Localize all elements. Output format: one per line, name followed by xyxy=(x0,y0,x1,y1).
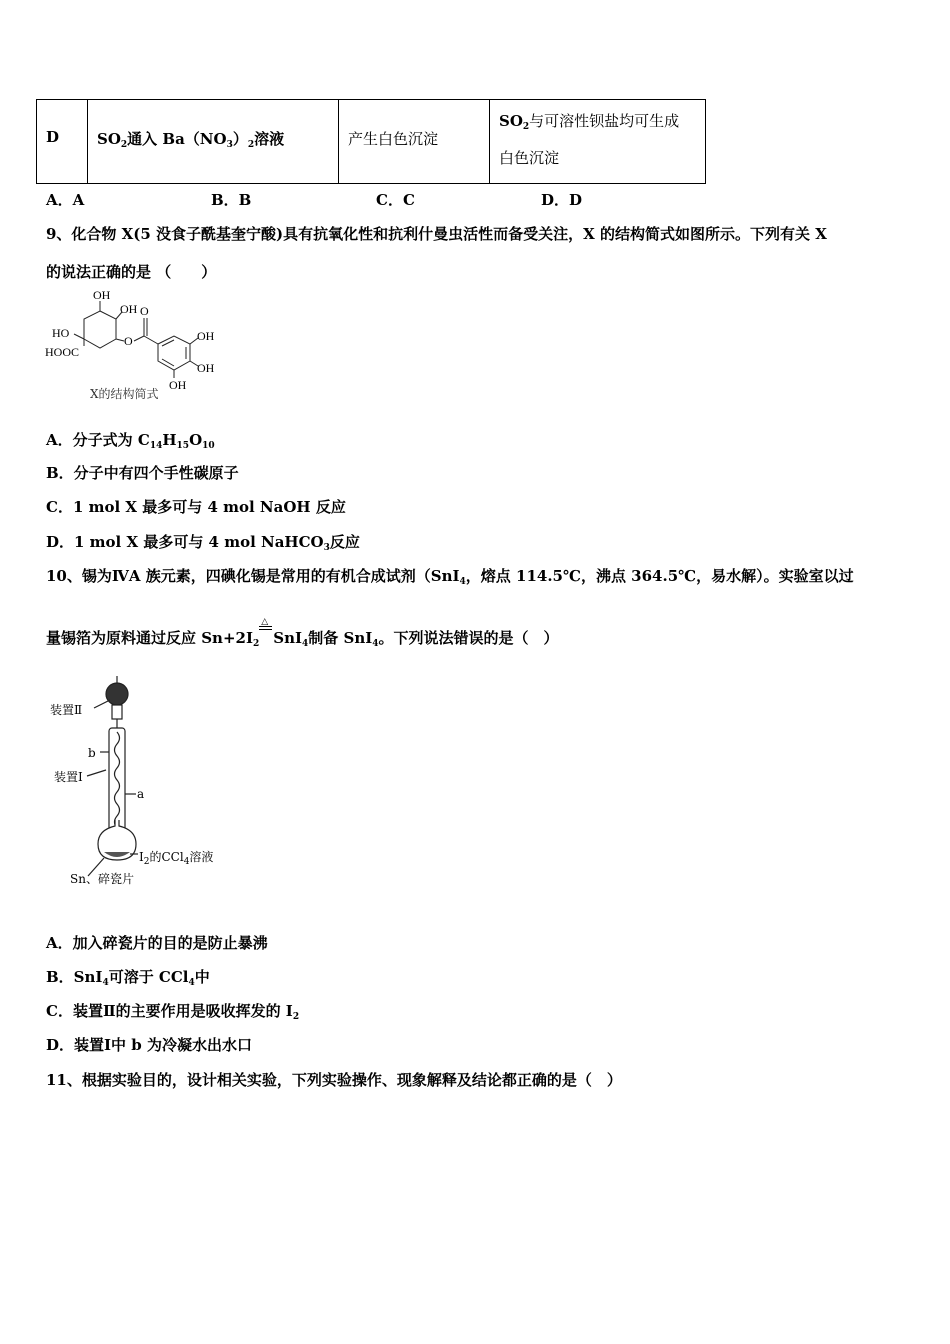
op-sub-3: 2 xyxy=(247,140,255,150)
label-ho: HO xyxy=(52,326,70,340)
q8-option-a: A．A xyxy=(46,191,85,209)
label-device-1: 装置Ⅰ xyxy=(54,770,83,784)
table-cell-letter: D xyxy=(46,128,60,146)
q10-option-a: A．加入碎瓷片的目的是防止暴沸 xyxy=(46,934,268,952)
structure-figure xyxy=(40,286,230,404)
label-ester-o: O xyxy=(124,334,133,348)
conclusion-so: SO xyxy=(499,112,523,130)
drying-bulb xyxy=(106,683,128,705)
label-a: a xyxy=(137,787,145,801)
op-text-2: 通入 Ba（NO xyxy=(127,130,227,148)
table-cell-operation xyxy=(87,100,338,183)
figure-caption: X的结构简式 xyxy=(90,387,159,401)
op-sub-2: 3 xyxy=(226,140,233,150)
q8-option-d: D．D xyxy=(541,191,583,209)
label-oh-benzene-3: OH xyxy=(169,378,187,392)
q11-stem: 11、根据实验目的，设计相关实验，下列实验操作、现象解释及结论都正确的是（ ） xyxy=(46,1071,622,1089)
q10-option-b: B．SnI$_4$可溶于 CCl$_4$中 xyxy=(46,968,210,988)
q9-stem-line-2: 的说法正确的是 （ ） xyxy=(46,263,217,281)
q9-stem-line-1: 9、化合物 X(5 没食子酰基奎宁酸)具有抗氧化性和抗利什曼虫活性而备受关注，X 的结构简式如图所示。下列有关 X xyxy=(46,225,827,243)
reaction-arrow xyxy=(259,617,273,647)
q8-option-c: C．C xyxy=(376,191,415,209)
op-text-1: SO xyxy=(97,130,121,148)
q9-option-a: A．分子式为 $C_{14}H_{15}O_{10}$ xyxy=(46,431,215,451)
q9-option-b: B．分子中有四个手性碳原子 xyxy=(46,464,239,482)
op-text-3: ） xyxy=(232,130,248,148)
q10-stem-line-1: 10、锡为ⅣA 族元素，四碘化锡是常用的有机合成试剂（SnI$_4$，熔点 114.5℃，沸点 364.5℃，易水解）。实验室以过 xyxy=(46,567,854,587)
delta-symbol: △ xyxy=(261,617,269,627)
q10-option-d: D．装置Ⅰ中 b 为冷凝水出水口 xyxy=(46,1036,252,1054)
q10-option-c: C．装置Ⅱ的主要作用是吸收挥发的 $I_2$ xyxy=(46,1002,300,1022)
conclusion-line-1: 与可溶性钡盐均可生成 xyxy=(529,112,680,130)
answer-table-row-d xyxy=(36,99,706,184)
cyclohexane-ring xyxy=(84,311,116,348)
label-oh-benzene-2: OH xyxy=(197,361,215,375)
label-oh-top: OH xyxy=(93,288,111,302)
op-sub-1: 2 xyxy=(120,140,128,150)
label-i2-ccl4: $I_2$的CCl$_4$溶液 xyxy=(139,850,214,867)
label-hooc: HOOC xyxy=(45,345,80,359)
label-device-2: 装置Ⅱ xyxy=(50,703,83,717)
table-cell-conclusion xyxy=(489,100,705,183)
op-text-4: 溶液 xyxy=(254,130,285,148)
conclusion-line-2: 白色沉淀 xyxy=(499,149,560,167)
q10-stem-line-2: 量锡箔为原料通过反应 $Sn+2I_2$ △ SnI$_4$制备 SnI$_4$。下列说法错误的是（ ） xyxy=(46,617,559,649)
table-cell-phenomenon: 产生白色沉淀 xyxy=(338,100,489,183)
q9-option-d: D．1 mol X 最多可与 4 mol NaHCO$_3$反应 xyxy=(46,533,360,553)
q8-option-b: B．B xyxy=(211,191,252,209)
apparatus-figure xyxy=(44,670,234,895)
label-b: b xyxy=(88,746,96,760)
label-oh-benzene-1: OH xyxy=(197,329,215,343)
q9-option-c: C．1 mol X 最多可与 4 mol NaOH 反应 xyxy=(46,498,346,516)
label-carbonyl-o: O xyxy=(140,304,149,318)
benzene-ring xyxy=(158,336,190,370)
conclusion-sub: 2 xyxy=(522,122,530,132)
label-sn: Sn、碎瓷片 xyxy=(70,872,134,886)
label-oh-right: OH xyxy=(120,302,138,316)
